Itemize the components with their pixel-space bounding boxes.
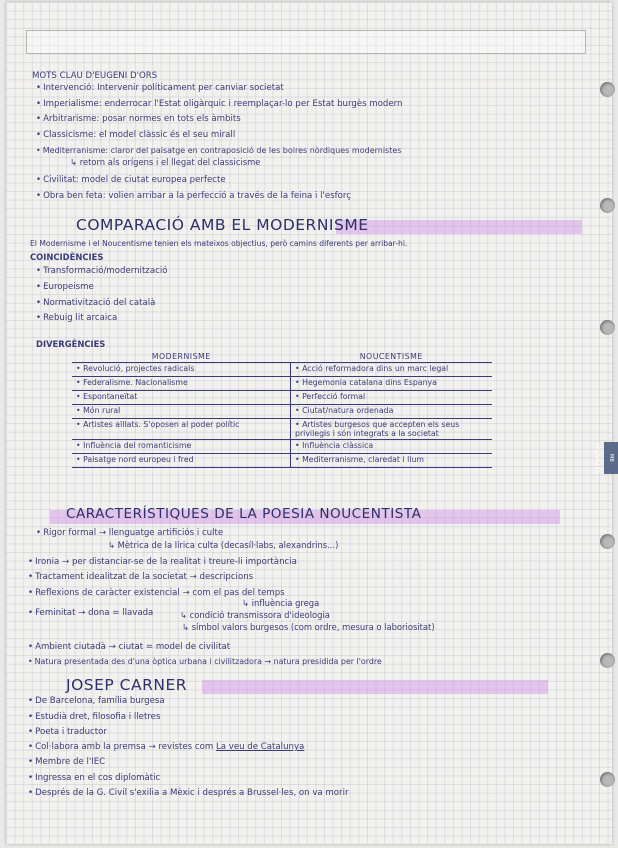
table-cell: • Artistes aïllats. S'oposen al poder polític [72,419,291,440]
section-heading: CARACTERÍSTIQUES DE LA POESIA NOUCENTISTA [66,506,422,522]
table-row [72,363,492,377]
list-item: • Ingressa en el cos diplomàtic [28,773,160,784]
highlight [336,220,582,234]
table-cell: • Influència del romanticisme [72,440,291,454]
list-item: • Transformació/modernització [36,266,167,277]
table-cell: • Revolució, projectes radicals [72,363,291,377]
table-cell: • Món rural [72,405,291,419]
table-cell: • Influència clàssica [291,440,493,454]
table-row [72,391,492,405]
sub-note: ↳ condició transmissora d'ideologia [180,610,330,620]
list-item: • Feminitat → dona = llavada [28,608,153,619]
list-item: • Normativització del català [36,298,155,309]
list-item: • Tractament idealitzat de la societat → descripcions [28,572,253,583]
binder-hole [600,772,615,787]
list-item: • Classicisme: el model clàssic és el seu mirall [36,130,235,141]
table-cell: • Espontaneïtat [72,391,291,405]
table-cell: • Paisatge nord europeu i fred [72,454,291,468]
binder-hole [600,82,615,97]
list-item: • Rebuig lit arcaica [36,313,117,324]
list-item: • Estudià dret, filosofia i lletres [28,712,160,723]
list-item: • Imperialisme: enderrocar l'Estat oligàrquic i reemplaçar-lo per Estat burgès modern [36,99,403,110]
binder-hole [600,653,615,668]
divergences-table [72,351,492,468]
list-item: • Després de la G. Civil s'exilia a Mèxic i després a Brussel·les, on va morir [28,788,349,799]
sub-note: ↳ Mètrica de la lírica culta (decasíl·labs, alexandrins...) [108,540,339,550]
page-tab: MB NOUNELLES [604,442,618,474]
table-row [72,454,492,468]
list-item: • Rigor formal → llenguatge artificiós i culte [36,528,223,539]
list-item: • Membre de l'IEC [28,757,105,768]
section-title: MOTS CLAU D'EUGENI D'ORS [32,71,158,81]
list-item: • Obra ben feta: volien arribar a la perfecció a través de la feina i l'esforç [36,191,351,202]
table-cell: • Hegemonia catalana dins Espanya [291,377,493,391]
table-cell: • Acció reformadora dins un marc legal [291,363,493,377]
divergences-title: DIVERGÈNCIES [36,339,106,349]
sub-note: ↳ símbol valors burgesos (com ordre, mesura o laboriositat) [182,622,435,632]
column-header: MODERNISME [72,351,291,363]
notebook-page [6,2,612,844]
list-item: • Ironia → per distanciar-se de la realitat i treure-li importància [28,557,297,568]
table-row [72,377,492,391]
binder-hole [600,198,615,213]
sub-note: ↳ influència grega [242,598,320,608]
list-item: • Arbitrarisme: posar normes en tots els àmbits [36,114,241,125]
press-link: La veu de Catalunya [215,742,305,752]
list-item: • Intervenció: Intervenir políticament per canviar societat [36,83,284,94]
header-box [26,30,586,54]
table-cell: • Mediterranisme, claredat i llum [291,454,493,468]
binder-hole [600,534,615,549]
list-item: • Col·labora amb la premsa → revistes com La veu de Catalunya [28,742,304,753]
section-heading: JOSEP CARNER [66,676,188,694]
column-header: NOUCENTISME [291,351,493,363]
list-item: • Poeta i traductor [28,727,107,738]
list-item: • Europeisme [36,282,94,293]
coincidences-title: COINCIDÈNCIES [30,252,104,262]
table-row [72,405,492,419]
table-cell: • Artistes burgesos que accepten els seus privilegis i són integrats a la societat [291,419,493,440]
list-item: • Mediterranisme: claror del paisatge en contraposició de les boires nòrdiques modernistes [36,145,401,156]
table-cell: • Perfecció formal [291,391,493,405]
section-heading: COMPARACIÓ AMB EL MODERNISME [76,216,369,234]
table-cell: • Ciutat/natura ordenada [291,405,493,419]
list-item: • Civilitat: model de ciutat europea perfecte [36,175,226,186]
list-item: • Natura presentada des d'una òptica urbana i civilitzadora → natura presidida per l'ordre [28,656,382,667]
list-item: • Reflexions de caràcter existencial → com el pas del temps [28,588,285,599]
table-row [72,440,492,454]
highlight [202,680,548,694]
table-row [72,419,492,440]
list-item: • Ambient ciutadà → ciutat = model de civilitat [28,642,230,653]
table-cell: • Federalisme. Nacionalisme [72,377,291,391]
intro-text: El Modernisme i el Noucentisme tenien els mateixos objectius, però camins diferents per arribar-hi. [30,239,408,248]
list-item: • De Barcelona, família burgesa [28,696,165,707]
binder-hole [600,320,615,335]
sub-note: ↳ retorn als orígens i el llegat del classicisme [70,157,261,167]
